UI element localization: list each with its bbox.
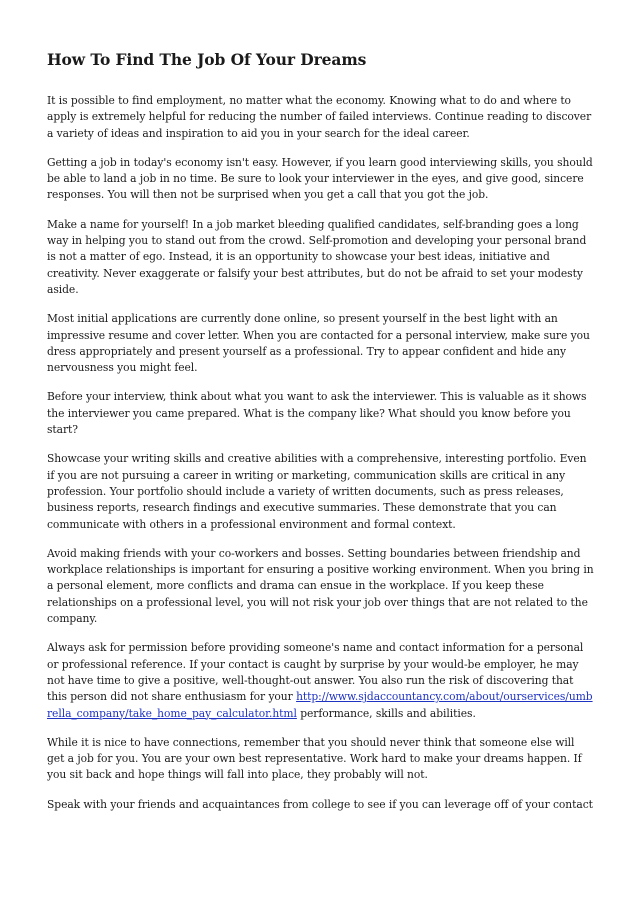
paragraph-9: While it is nice to have connections, remember that you should never think that someone else will get a job for you. You are your own best representative. Work hard to make your dreams happen. If you sit back and hope things will fall into place, they probably will not. <box>47 735 582 782</box>
paragraph-8 <box>47 640 595 721</box>
paragraph-5: Before your interview, think about what you want to ask the interviewer. This is valuable as it shows the interviewer you came prepared. What is the company like? What should you know before you start? <box>47 390 587 437</box>
page-title: How To Find The Job Of Your Dreams <box>47 50 367 69</box>
paragraph-4: Most initial applications are currently done online, so present yourself in the best light with an impressive resume and cover letter. When you are contacted for a personal interview, make sure you dress appropriately and present yourself as a professional. Try to appear confident and hide any nervousness you might feel. <box>47 312 590 375</box>
paragraph-1: It is possible to find employment, no matter what the economy. Knowing what to do and where to apply is extremely helpful for reducing the number of failed interviews. Continue reading to discover a variety of ideas and inspiration to aid you in your search for the ideal career. <box>47 94 592 140</box>
paragraph-8-text-before: Always ask for permission before providing someone's name and contact information for a personal or professional reference. If your contact is caught by surprise by your would-be employer, he may not have time to give a positive, well-thought-out answer. You also run the risk of discovering that this person did not share enthusiasm for your <box>47 641 584 704</box>
paragraph-8-text-after: performance, skills and abilities. <box>296 706 476 720</box>
paragraph-7: Avoid making friends with your co-workers and bosses. Setting boundaries between friendship and workplace relationships is important for ensuring a positive working environment. When you bring in a personal element, more conflicts and drama can ensue in the workplace. If you keep these relationships on a professional level, you will not risk your job over things that are not related to the company. <box>47 546 594 626</box>
calculator-link[interactable]: http://www.sjdaccountancy.com/about/ourservices/umbrella_company/take_home_pay_calculator.html <box>47 690 593 720</box>
paragraph-10: Speak with your friends and acquaintances from college to see if you can leverage off of your contact <box>47 797 593 811</box>
paragraph-2: Getting a job in today's economy isn't easy. However, if you learn good interviewing skills, you should be able to land a job in no time. Be sure to look your interviewer in the eyes, and give good, sincere responses. You will then not be surprised when you get a call that you got the job. <box>47 155 593 202</box>
paragraph-6: Showcase your writing skills and creative abilities with a comprehensive, interesting portfolio. Even if you are not pursuing a career in writing or marketing, communication skills are critical in any profession. Your portfolio should include a variety of written documents, such as press releases, business reports, research findings and executive summaries. These demonstrate that you can communicate with others in a professional environment and formal context. <box>47 452 587 531</box>
paragraph-3: Make a name for yourself! In a job market bleeding qualified candidates, self-branding goes a long way in helping you to stand out from the crowd. Self-promotion and developing your personal brand is not a matter of ego. Instead, it is an opportunity to showcase your best ideas, initiative and creativity. Never exaggerate or falsify your best attributes, but do not be afraid to set your modesty aside. <box>47 217 587 296</box>
document-page <box>47 48 595 826</box>
